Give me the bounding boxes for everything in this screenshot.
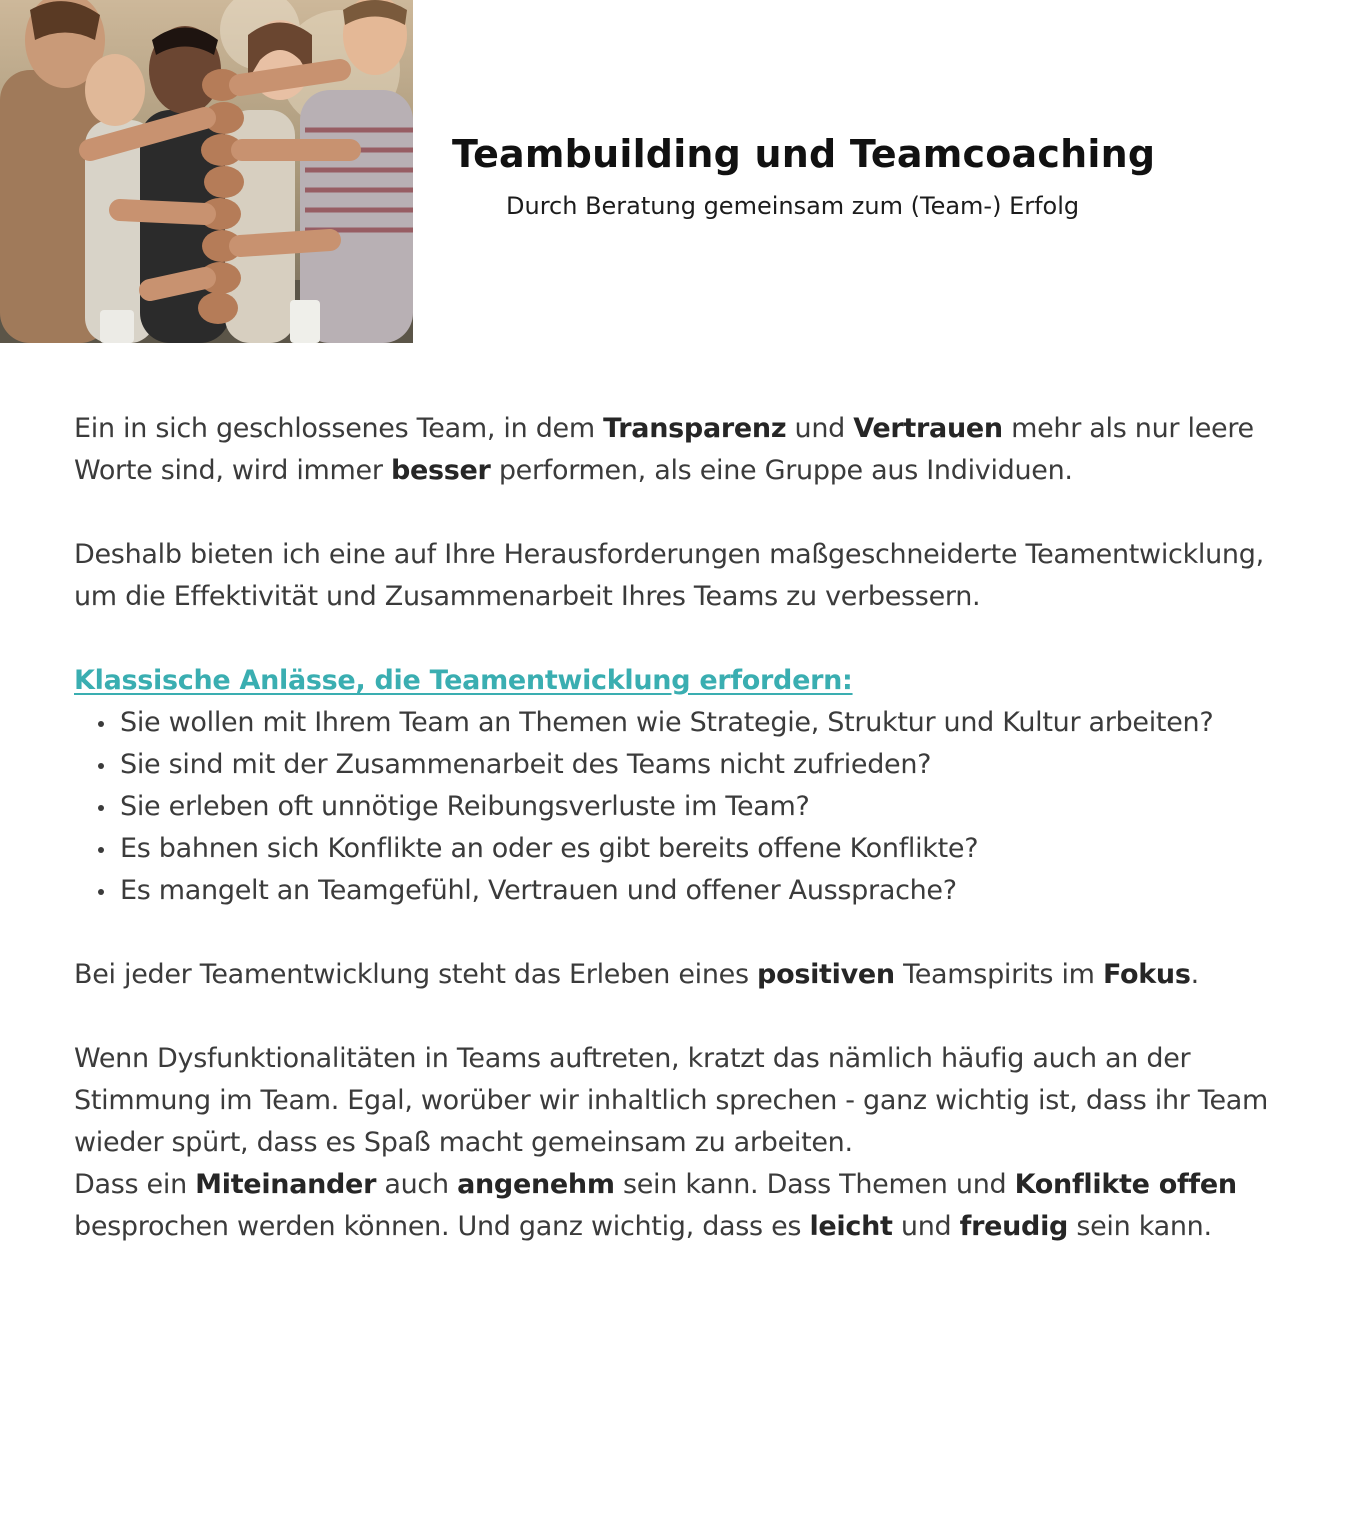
list-item-text: Es bahnen sich Konflikte an oder es gibt bereits offene Konflikte? bbox=[120, 833, 979, 864]
team-photo bbox=[0, 0, 413, 343]
emphasis-text: Konflikte offen bbox=[1014, 1169, 1237, 1200]
text-run: Ein in sich geschlossenes Team, in dem bbox=[74, 413, 604, 444]
focus-paragraph bbox=[74, 954, 1304, 996]
emphasis-text: Vertrauen bbox=[853, 413, 1003, 444]
bullet-icon bbox=[98, 805, 104, 811]
bullet-icon bbox=[98, 889, 104, 895]
closing-paragraph: Wenn Dysfunktionalitäten in Teams auftreten, kratzt das nämlich häufig auch an der Stimmung im Team. Egal, worüber wir inhaltlich sprechen - ganz wichtig ist, dass ihr Team wieder spürt, dass es Spaß macht gemeinsam zu arbeiten. bbox=[74, 1043, 1269, 1158]
list-item-text: Es mangelt an Teamgefühl, Vertrauen und offener Aussprache? bbox=[120, 875, 957, 906]
list-item-text: Sie erleben oft unnötige Reibungsverluste im Team? bbox=[120, 791, 810, 822]
text-run: Teamspirits im bbox=[894, 959, 1103, 990]
list-item bbox=[120, 786, 1304, 828]
list-item-text: Sie wollen mit Ihrem Team an Themen wie Strategie, Struktur und Kultur arbeiten? bbox=[120, 707, 1214, 738]
emphasis-text: angenehm bbox=[457, 1169, 615, 1200]
bullet-icon bbox=[98, 763, 104, 769]
text-run: sein kann. bbox=[1068, 1211, 1212, 1242]
occasions-list bbox=[74, 702, 1304, 912]
list-item bbox=[120, 870, 1304, 912]
bullet-icon bbox=[98, 847, 104, 853]
closing-paragraph-2 bbox=[74, 1164, 1304, 1248]
page-title: Teambuilding und Teamcoaching bbox=[452, 132, 1156, 176]
list-item bbox=[120, 828, 1304, 870]
bullet-icon bbox=[98, 721, 104, 727]
text-run: performen, als eine Gruppe aus Individuen. bbox=[490, 455, 1073, 486]
emphasis-text: Miteinander bbox=[195, 1169, 377, 1200]
list-item bbox=[120, 744, 1304, 786]
text-run: Dass ein bbox=[74, 1169, 196, 1200]
emphasis-text: freudig bbox=[959, 1211, 1069, 1242]
intro-paragraph bbox=[74, 408, 1304, 492]
list-item bbox=[120, 702, 1304, 744]
text-run: mehr als nur leere Worte sind, wird immer bbox=[74, 413, 1254, 486]
text-run: . bbox=[1190, 959, 1199, 990]
emphasis-text: leicht bbox=[809, 1211, 893, 1242]
text-run: und bbox=[786, 413, 854, 444]
emphasis-text: positiven bbox=[757, 959, 895, 990]
emphasis-text: Transparenz bbox=[603, 413, 787, 444]
offer-paragraph: Deshalb bieten ich eine auf Ihre Herausforderungen maßgeschneiderte Teamentwicklung, um die Effektivität und Zusammenarbeit Ihres Teams zu verbessern. bbox=[74, 539, 1264, 612]
text-run: Bei jeder Teamentwicklung steht das Erleben eines bbox=[74, 959, 758, 990]
main-content bbox=[74, 408, 1304, 1248]
text-run: und bbox=[892, 1211, 960, 1242]
text-run: sein kann. Dass Themen und bbox=[614, 1169, 1015, 1200]
occasions-heading: Klassische Anlässe, die Teamentwicklung erfordern: bbox=[74, 665, 853, 696]
list-item-text: Sie sind mit der Zusammenarbeit des Teams nicht zufrieden? bbox=[120, 749, 932, 780]
text-run: auch bbox=[376, 1169, 458, 1200]
page-subtitle: Durch Beratung gemeinsam zum (Team-) Erfolg bbox=[506, 192, 1080, 220]
emphasis-text: Fokus bbox=[1102, 959, 1191, 990]
text-run: besprochen werden können. Und ganz wichtig, dass es bbox=[74, 1211, 810, 1242]
emphasis-text: besser bbox=[390, 455, 491, 486]
